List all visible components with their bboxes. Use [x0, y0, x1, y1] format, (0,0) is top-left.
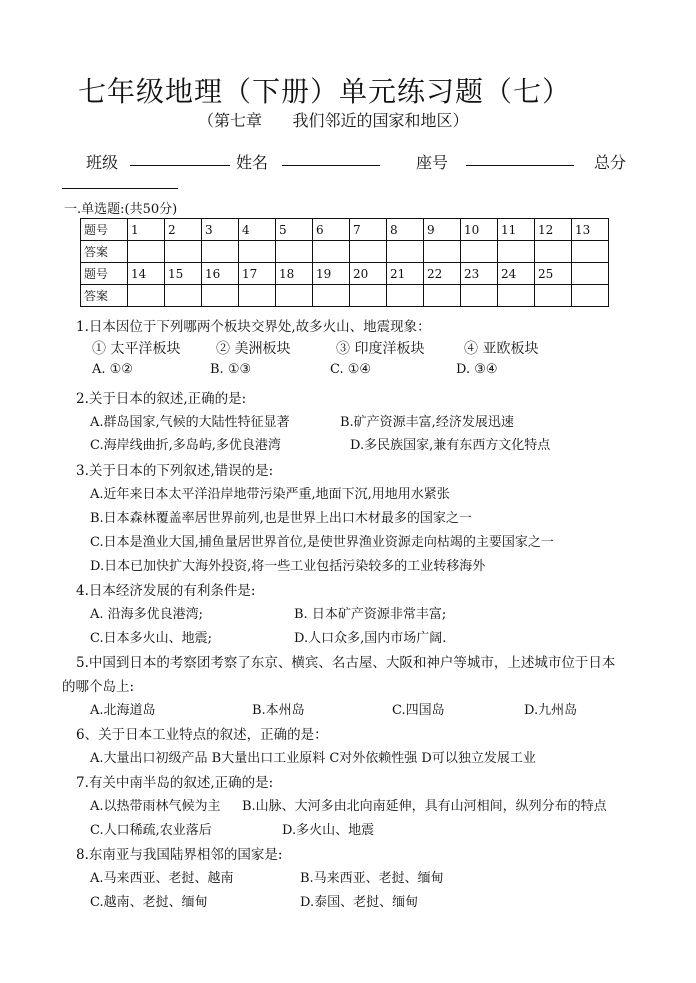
- answer-cell[interactable]: [350, 285, 387, 307]
- number-row-1: [81, 219, 609, 241]
- answer-row-1: [81, 241, 609, 263]
- q7-option-a[interactable]: A.以热带雨林气候为主: [90, 799, 221, 814]
- answer-cell[interactable]: [424, 285, 461, 307]
- q-number: 5: [276, 219, 313, 241]
- q8-option-b[interactable]: B.马来西亚、老挝、缅甸: [300, 871, 444, 886]
- q-number: 1: [128, 219, 165, 241]
- answer-cell[interactable]: [239, 285, 276, 307]
- answer-cell[interactable]: [128, 241, 165, 263]
- row-label: 答案: [81, 285, 128, 307]
- answer-cell[interactable]: [313, 285, 350, 307]
- q2-option-d[interactable]: D.多民族国家,兼有东西方文化特点: [350, 438, 551, 453]
- q-number: 25: [535, 263, 572, 285]
- q2-option-a[interactable]: A.群岛国家,气候的大陆性特征显著: [90, 415, 290, 430]
- answer-cell[interactable]: [498, 241, 535, 263]
- worksheet-title: 七年级地理（下册）单元练习题（七）: [78, 75, 572, 108]
- q3-option-b[interactable]: B.日本森林覆盖率居世界前列,也是世界上出口木材最多的国家之一: [90, 511, 472, 526]
- q-number: 22: [424, 263, 461, 285]
- q-number: 21: [387, 263, 424, 285]
- name-field[interactable]: [282, 150, 380, 170]
- answer-cell[interactable]: [239, 241, 276, 263]
- q-number: 18: [276, 263, 313, 285]
- section-heading: 一.单选题:(共50分): [64, 202, 178, 217]
- seat-label: 座号: [416, 153, 449, 172]
- q1-option-c[interactable]: C. ①④: [330, 362, 372, 377]
- answer-cell[interactable]: [165, 241, 202, 263]
- class-label: 班级: [86, 153, 119, 172]
- question-5-stem: 5.中国到日本的考察团考察了东京、横宾、名古屋、大阪和神户等城市，上述城市位于日本: [76, 655, 616, 671]
- answer-cell[interactable]: [572, 285, 609, 307]
- answer-cell[interactable]: [535, 241, 572, 263]
- answer-cell[interactable]: [202, 241, 239, 263]
- question-7-stem: 7.有关中南半岛的叙述,正确的是:: [76, 775, 274, 791]
- answer-cell[interactable]: [535, 285, 572, 307]
- q-number: 13: [572, 219, 609, 241]
- q5-option-d[interactable]: D.九州岛: [524, 703, 578, 718]
- q-number: 8: [387, 219, 424, 241]
- q5-option-a[interactable]: A.北海道岛: [90, 703, 156, 718]
- q4-option-a[interactable]: A. 沿海多优良港湾;: [90, 607, 204, 622]
- number-row-2: [81, 263, 609, 285]
- answer-cell[interactable]: [387, 285, 424, 307]
- question-3-stem: 3.关于日本的下列叙述,错误的是:: [76, 463, 274, 479]
- answer-cell[interactable]: [387, 241, 424, 263]
- seat-field[interactable]: [466, 150, 574, 170]
- q3-option-c[interactable]: C.日本是渔业大国,捕鱼量居世界首位,是使世界渔业资源走向枯竭的主要国家之一: [90, 535, 554, 550]
- q-number: 19: [313, 263, 350, 285]
- q-number: 4: [239, 219, 276, 241]
- q-number: 9: [424, 219, 461, 241]
- answer-cell[interactable]: [461, 285, 498, 307]
- question-8-stem: 8.东南亚与我国陆界相邻的国家是:: [76, 847, 283, 863]
- answer-cell[interactable]: [424, 241, 461, 263]
- q1-item: ③ 印度洋板块: [336, 341, 425, 357]
- question-2-stem: 2.关于日本的叙述,正确的是:: [76, 391, 247, 407]
- q-number: 12: [535, 219, 572, 241]
- q5-option-c[interactable]: C.四国岛: [392, 703, 445, 718]
- q1-item: ② 美洲板块: [216, 341, 291, 357]
- answer-cell[interactable]: [276, 241, 313, 263]
- answer-cell[interactable]: [498, 285, 535, 307]
- score-field[interactable]: [62, 188, 178, 189]
- q-number: 7: [350, 219, 387, 241]
- q-number: 14: [128, 263, 165, 285]
- answer-cell[interactable]: [165, 285, 202, 307]
- question-6-stem: 6、关于日本工业特点的叙述，正确的是：: [76, 727, 328, 743]
- q-number: 15: [165, 263, 202, 285]
- answer-cell[interactable]: [276, 285, 313, 307]
- q7-option-c[interactable]: C.人口稀疏,农业落后: [90, 823, 212, 838]
- q6-options[interactable]: A.大量出口初级产品 B大量出口工业原料 C对外依赖性强 D可以独立发展工业: [90, 751, 536, 766]
- answer-cell[interactable]: [461, 241, 498, 263]
- q-number: 2: [165, 219, 202, 241]
- chapter-subtitle: （第七章 我们邻近的国家和地区）: [198, 111, 469, 130]
- answer-row-2: [81, 285, 609, 307]
- q-number: 17: [239, 263, 276, 285]
- q4-option-c[interactable]: C.日本多火山、地震;: [90, 631, 212, 646]
- q-number: 23: [461, 263, 498, 285]
- q7-option-d[interactable]: D.多火山、地震: [282, 823, 375, 838]
- q3-option-a[interactable]: A.近年来日本太平洋沿岸地带污染严重,地面下沉,用地用水紧张: [90, 487, 450, 502]
- q-number: 3: [202, 219, 239, 241]
- question-4-stem: 4.日本经济发展的有利条件是:: [76, 583, 256, 599]
- q-number: 6: [313, 219, 350, 241]
- q3-option-d[interactable]: D.日本已加快扩大海外投资,将一些工业包括污染较多的工业转移海外: [90, 559, 486, 574]
- answer-cell[interactable]: [350, 241, 387, 263]
- answer-cell[interactable]: [572, 241, 609, 263]
- q-number: [572, 263, 609, 285]
- q7-option-b[interactable]: B.山脉、大河多由北向南延伸，具有山河相间，纵列分布的特点: [242, 799, 607, 814]
- q4-option-b[interactable]: B. 日本矿产资源非常丰富;: [294, 607, 447, 622]
- q1-item: ④ 亚欧板块: [464, 341, 539, 357]
- q2-option-b[interactable]: B.矿产资源丰富,经济发展迅速: [340, 415, 514, 430]
- answer-cell[interactable]: [128, 285, 165, 307]
- row-label: 题号: [81, 263, 128, 285]
- q2-option-c[interactable]: C.海岸线曲折,多岛屿,多优良港湾: [90, 438, 281, 453]
- q4-option-d[interactable]: D.人口众多,国内市场广阔.: [294, 631, 447, 646]
- q8-option-d[interactable]: D.泰国、老挝、缅甸: [300, 895, 419, 910]
- class-field[interactable]: [130, 150, 230, 170]
- q1-item: ① 太平洋板块: [92, 341, 181, 357]
- score-label: 总分: [594, 153, 627, 172]
- question-1-stem: 1.日本因位于下列哪两个板块交界处,故多火山、地震现象：: [76, 319, 431, 335]
- q1-option-a[interactable]: A. ①②: [92, 362, 133, 377]
- question-5-stem-cont: 的哪个岛上:: [62, 679, 135, 695]
- q8-option-a[interactable]: A.马来西亚、老挝、越南: [90, 871, 234, 886]
- q1-option-d[interactable]: D. ③④: [456, 362, 498, 377]
- row-label: 题号: [81, 219, 128, 241]
- q5-option-b[interactable]: B.本州岛: [252, 703, 305, 718]
- q-number: 16: [202, 263, 239, 285]
- q1-option-b[interactable]: B. ①③: [210, 362, 252, 377]
- q-number: 20: [350, 263, 387, 285]
- q-number: 10: [461, 219, 498, 241]
- answer-cell[interactable]: [202, 285, 239, 307]
- q-number: 24: [498, 263, 535, 285]
- answer-grid: [80, 218, 609, 307]
- answer-cell[interactable]: [313, 241, 350, 263]
- row-label: 答案: [81, 241, 128, 263]
- q8-option-c[interactable]: C.越南、老挝、缅甸: [90, 895, 208, 910]
- q-number: 11: [498, 219, 535, 241]
- name-label: 姓名: [236, 153, 269, 172]
